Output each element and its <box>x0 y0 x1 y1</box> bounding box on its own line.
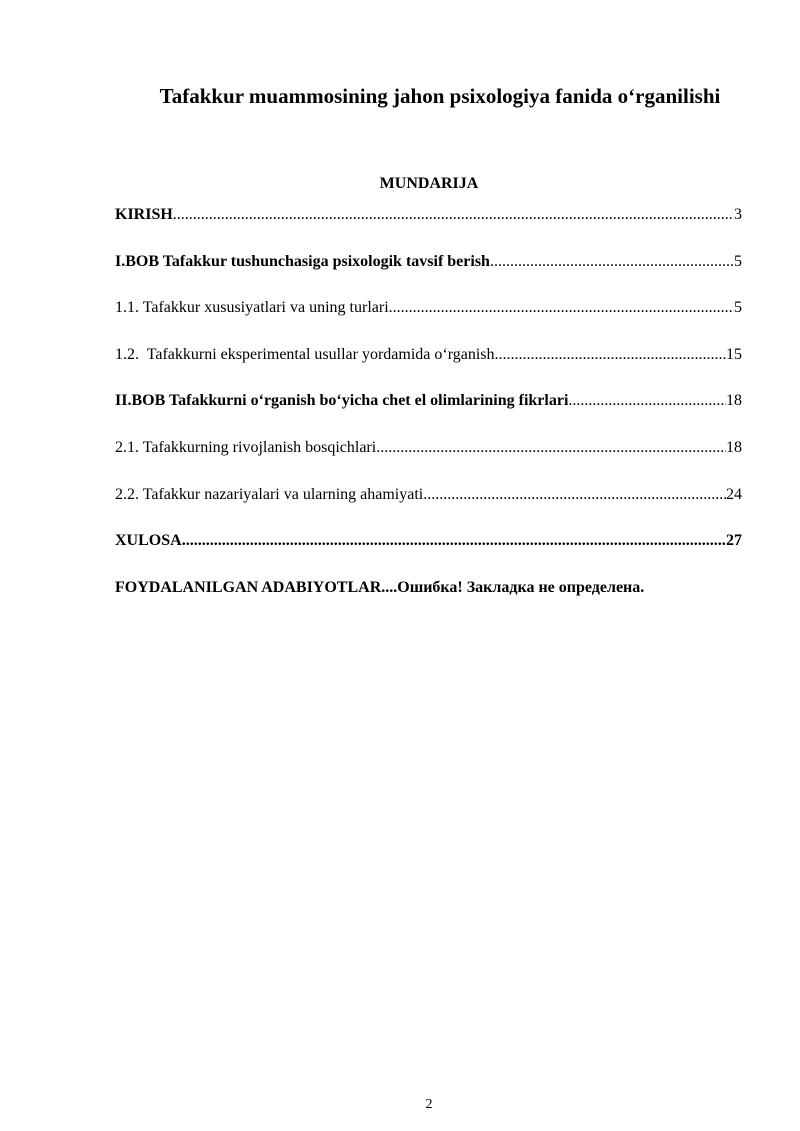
toc-entry-label: KIRISH <box>115 206 173 223</box>
toc-entry-label: I.BOB Tafakkur tushunchasiga psixologik tavsif berish <box>115 252 490 270</box>
toc-dot-leader <box>568 391 726 411</box>
toc-dot-leader <box>376 438 726 458</box>
toc-entry-label: 2.2. Tafakkur nazariyalari va ularning ahamiyati <box>115 485 424 503</box>
toc-dot-leader <box>182 531 726 551</box>
toc-dot-leader <box>490 252 734 272</box>
toc-entry-page: 18 <box>726 392 742 410</box>
toc-entry-label: 2.1. Tafakkurning rivojlanish bosqichlari <box>115 438 377 456</box>
toc-heading: MUNDARIJA <box>379 175 479 192</box>
toc-dot-leader <box>173 205 734 225</box>
toc-entry-section-1-1[interactable] <box>115 298 742 318</box>
toc-entry-page: 18 <box>726 438 742 456</box>
toc-entry-page: 5 <box>734 299 742 317</box>
toc-entry-section-2-1[interactable] <box>115 438 742 458</box>
toc-dot-leader <box>423 485 726 505</box>
toc-entry-references[interactable] <box>115 578 742 598</box>
toc-entry-label: 1.2. Tafakkurni eksperimental usullar yordamida o‘rganish <box>115 345 495 363</box>
toc-entry-chapter-2[interactable] <box>115 391 742 411</box>
toc-entry-xulosa[interactable] <box>115 531 742 551</box>
toc-entry-page: 15 <box>726 345 742 363</box>
toc-entry-page: 27 <box>726 532 742 550</box>
toc-entry-page: 5 <box>734 252 742 270</box>
toc-dot-leader <box>381 578 397 598</box>
toc-entry-label: 1.1. Tafakkur xususiyatlari va uning turlari <box>115 299 389 317</box>
toc-entry-section-2-2[interactable] <box>115 485 742 505</box>
toc-dot-leader <box>389 298 734 318</box>
toc-entry-kirish[interactable] <box>115 205 742 225</box>
toc-entry-label: XULOSA <box>115 532 182 550</box>
toc-entry-page-error: Ошибка! Закладка не определена. <box>397 578 645 596</box>
toc-entry-page: 3 <box>734 206 742 223</box>
toc-entry-chapter-1[interactable] <box>115 252 742 272</box>
page-number: 2 <box>425 1097 433 1112</box>
table-of-contents <box>115 205 742 624</box>
toc-entry-section-1-2[interactable] <box>115 345 742 365</box>
document-title: Tafakkur muammosining jahon psixologiya fanida o‘rganilishi <box>159 84 721 108</box>
toc-entry-label: FOYDALANILGAN ADABIYOTLAR <box>115 578 382 596</box>
toc-entry-page: 24 <box>726 485 742 503</box>
toc-entry-label: II.BOB Tafakkurni o‘rganish bo‘yicha chet el olimlarining fikrlari <box>115 392 569 410</box>
toc-dot-leader <box>495 345 726 365</box>
